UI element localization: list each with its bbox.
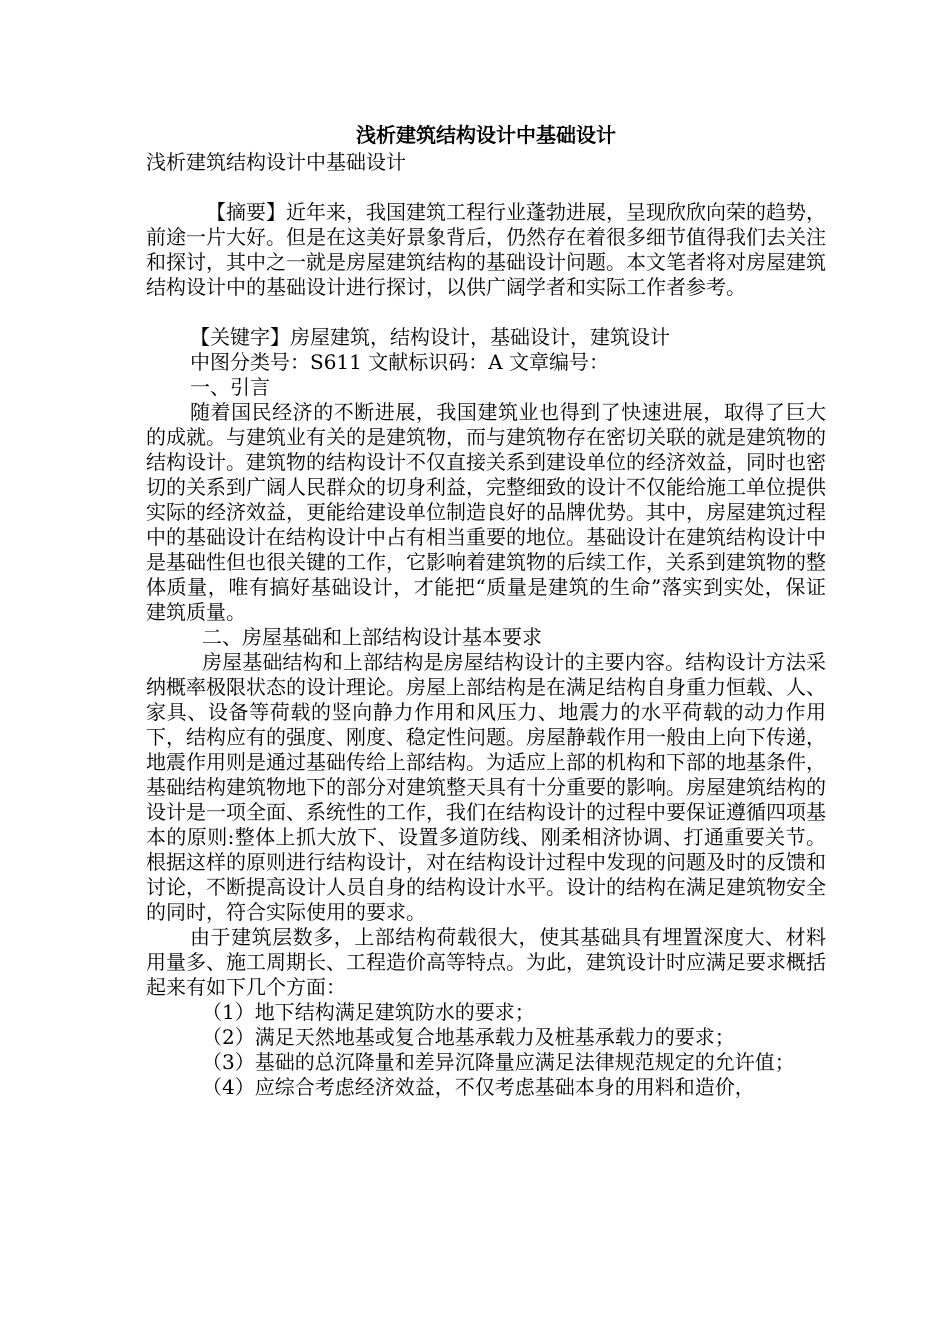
document-body: [146, 120, 826, 1100]
requirement-item: （1）地下结构满足建筑防水的要求；: [202, 1000, 535, 1024]
keywords-line: 【关键字】房屋建筑，结构设计，基础设计，建筑设计: [190, 325, 670, 349]
section1-heading: 一、引言: [190, 375, 270, 399]
section2-heading: 二、房屋基础和上部结构设计基本要求: [202, 625, 542, 649]
spacer: [146, 175, 826, 200]
section1-paragraph: 随着国民经济的不断进展，我国建筑业也得到了快速进展，取得了巨大的成就。与建筑业有关的是建筑物，而与建筑物存在密切关联的就是建筑物的结构设计。建筑物的结构设计不仅直接关系到建设单位的经济效益，同时也密切的关系到广阔人民群众的切身利益，完整细致的设计不仅能给施工单位提供实际的经济效益，更能给建设单位制造良好的品牌优势。其中，房屋建筑过程中的基础设计在结构设计中占有相当重要的地位。基础设计在建筑结构设计中是基础性但也很关键的工作，它影响着建筑物的后续工作，关系到建筑物的整体质量，唯有搞好基础设计，才能把“质量是建筑的生命”落实到实处，保证建筑质量。: [146, 400, 826, 624]
requirement-item: （2）满足天然地基或复合地基承载力及桩基承载力的要求；: [202, 1025, 735, 1049]
section2-paragraph-2: 由于建筑层数多，上部结构荷载很大，使其基础具有埋置深度大、材料用量多、施工周期长、工程造价高等特点。为此，建筑设计时应满足要求概括起来有如下几个方面：: [146, 925, 826, 999]
requirement-item: （4）应综合考虑经济效益，不仅考虑基础本身的用料和造价，: [202, 1075, 755, 1099]
document-subtitle: 浅析建筑结构设计中基础设计: [146, 150, 406, 174]
classification-line: 中图分类号：S611 文献标识码：A 文章编号：: [190, 350, 610, 374]
spacer: [146, 300, 826, 325]
document-title: 浅析建筑结构设计中基础设计: [356, 123, 616, 147]
requirement-item: （3）基础的总沉降量和差异沉降量应满足法律规范规定的允许值；: [202, 1050, 795, 1074]
abstract-paragraph: 【摘要】近年来，我国建筑工程行业蓬勃进展，呈现欣欣向荣的趋势，前途一片大好。但是在这美好景象背后，仍然存在着很多细节值得我们去关注和探讨，其中之一就是房屋建筑结构的基础设计问题。本文笔者将对房屋建筑结构设计中的基础设计进行探讨，以供广阔学者和实际工作者参考。: [146, 200, 826, 299]
section2-paragraph: 房屋基础结构和上部结构是房屋结构设计的主要内容。结构设计方法采纳概率极限状态的设计理论。房屋上部结构是在满足结构自身重力恒载、人、家具、设备等荷载的竖向静力作用和风压力、地震力的水平荷载的动力作用下，结构应有的强度、刚度、稳定性问题。房屋静载作用一般由上向下传递，地震作用则是通过基础传给上部结构。为适应上部的机构和下部的地基条件，基础结构建筑物地下的部分对建筑整天具有十分重要的影响。房屋建筑结构的设计是一项全面、系统性的工作，我们在结构设计的过程中要保证遵循四项基本的原则:整体上抓大放下、设置多道防线、刚柔相济协调、打通重要关节。根据这样的原则进行结构设计，对在结构设计过程中发现的问题及时的反馈和讨论，不断提高设计人员自身的结构设计水平。设计的结构在满足建筑物安全的同时，符合实际使用的要求。: [146, 650, 826, 924]
